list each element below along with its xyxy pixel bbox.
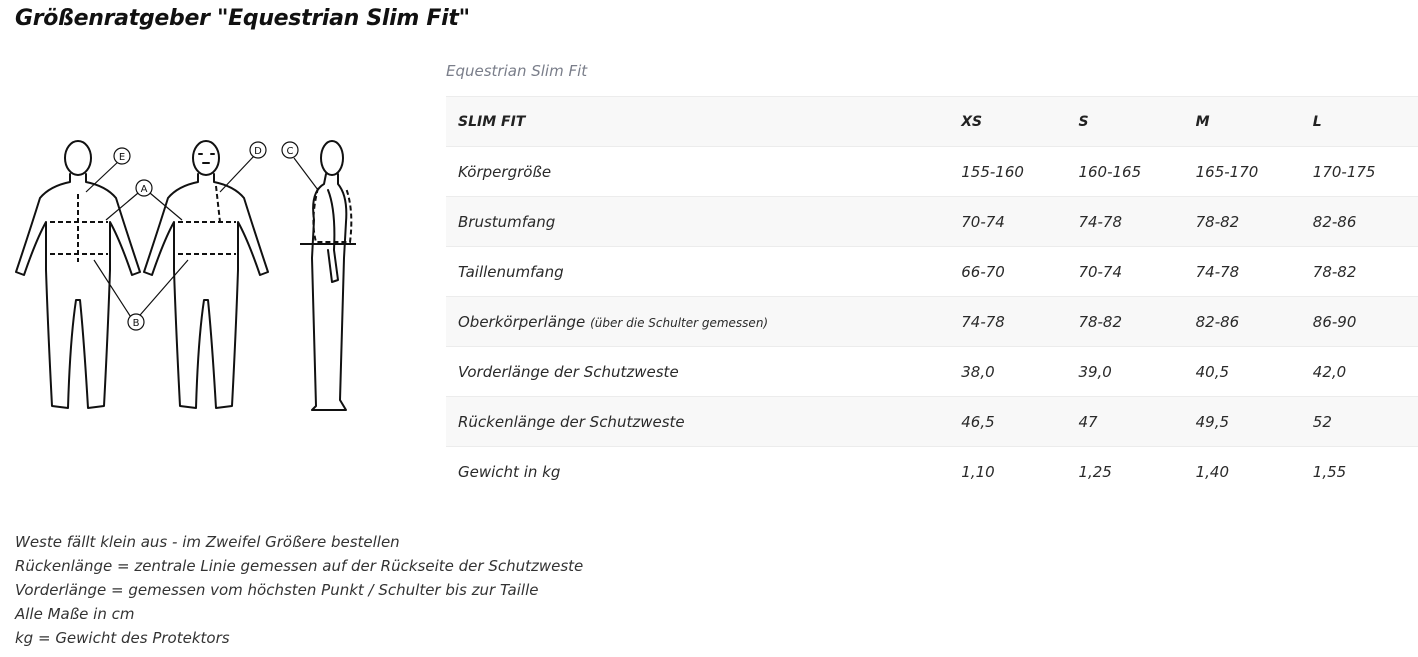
cell-value: 170-175 [1301, 147, 1418, 197]
note-line: Vorderlänge = gemessen vom höchsten Punkt / Schulter bis zur Taille [15, 581, 539, 599]
table-caption: Equestrian Slim Fit [446, 62, 588, 80]
header-l: L [1301, 97, 1418, 147]
table-row [446, 447, 1418, 497]
cell-value: 70-74 [949, 197, 1066, 247]
cell-value: 74-78 [1066, 197, 1183, 247]
table-row [446, 147, 1418, 197]
row-label-text: Brustumfang [458, 212, 556, 231]
row-label [446, 397, 949, 447]
table-header-row [446, 97, 1418, 147]
cell-value: 1,25 [1066, 447, 1183, 497]
cell-value: 40,5 [1184, 347, 1301, 397]
cell-value: 1,55 [1301, 447, 1418, 497]
marker-e: E [118, 152, 126, 163]
cell-value: 1,10 [949, 447, 1066, 497]
row-label-text: Gewicht in kg [458, 462, 561, 481]
cell-value: 78-82 [1301, 247, 1418, 297]
cell-value: 39,0 [1066, 347, 1183, 397]
cell-value: 160-165 [1066, 147, 1183, 197]
header-s: S [1066, 97, 1183, 147]
cell-value: 82-86 [1184, 297, 1301, 347]
cell-value: 49,5 [1184, 397, 1301, 447]
marker-b: B [132, 318, 140, 329]
cell-value: 52 [1301, 397, 1418, 447]
cell-value: 38,0 [949, 347, 1066, 397]
cell-value: 78-82 [1184, 197, 1301, 247]
cell-value: 46,5 [949, 397, 1066, 447]
row-label-note: (über die Schulter gemessen) [590, 315, 769, 330]
notes-list [15, 530, 583, 650]
figure-front [144, 141, 268, 408]
marker-d: D [254, 146, 262, 157]
page-title: Größenratgeber "Equestrian Slim Fit" [15, 6, 470, 31]
marker-a: A [140, 184, 148, 195]
row-label-text: Rückenlänge der Schutzweste [458, 412, 685, 431]
header-xs: XS [949, 97, 1066, 147]
row-label-text: Körpergröße [458, 162, 552, 181]
cell-value: 1,40 [1184, 447, 1301, 497]
row-label-text: Vorderlänge der Schutzweste [458, 362, 679, 381]
cell-value: 42,0 [1301, 347, 1418, 397]
table-row [446, 347, 1418, 397]
cell-value: 155-160 [949, 147, 1066, 197]
row-label-text: Taillenumfang [458, 262, 564, 281]
table-row [446, 247, 1418, 297]
marker-c: C [286, 146, 294, 157]
size-table [446, 96, 1418, 496]
cell-value: 165-170 [1184, 147, 1301, 197]
row-label [446, 197, 949, 247]
cell-value: 66-70 [949, 247, 1066, 297]
note-line: Rückenlänge = zentrale Linie gemessen auf der Rückseite der Schutzweste [15, 557, 584, 575]
cell-value: 74-78 [949, 297, 1066, 347]
cell-value: 86-90 [1301, 297, 1418, 347]
table-row [446, 397, 1418, 447]
note-line: kg = Gewicht des Protektors [15, 629, 230, 647]
note-line: Alle Maße in cm [15, 605, 135, 623]
measurement-figure [10, 130, 370, 420]
row-label-text: Oberkörperlänge [458, 312, 586, 331]
row-label [446, 347, 949, 397]
header-slim-fit: SLIM FIT [446, 97, 949, 147]
table-row [446, 297, 1418, 347]
header-m: M [1184, 97, 1301, 147]
cell-value: 82-86 [1301, 197, 1418, 247]
row-label [446, 147, 949, 197]
cell-value: 70-74 [1066, 247, 1183, 297]
table-row [446, 197, 1418, 247]
row-label [446, 447, 949, 497]
figure-side [312, 141, 346, 410]
figure-back [16, 141, 140, 408]
cell-value: 78-82 [1066, 297, 1183, 347]
row-label [446, 247, 949, 297]
cell-value: 47 [1066, 397, 1183, 447]
note-line: Weste fällt klein aus - im Zweifel Größere bestellen [15, 533, 400, 551]
cell-value: 74-78 [1184, 247, 1301, 297]
row-label [446, 297, 949, 347]
